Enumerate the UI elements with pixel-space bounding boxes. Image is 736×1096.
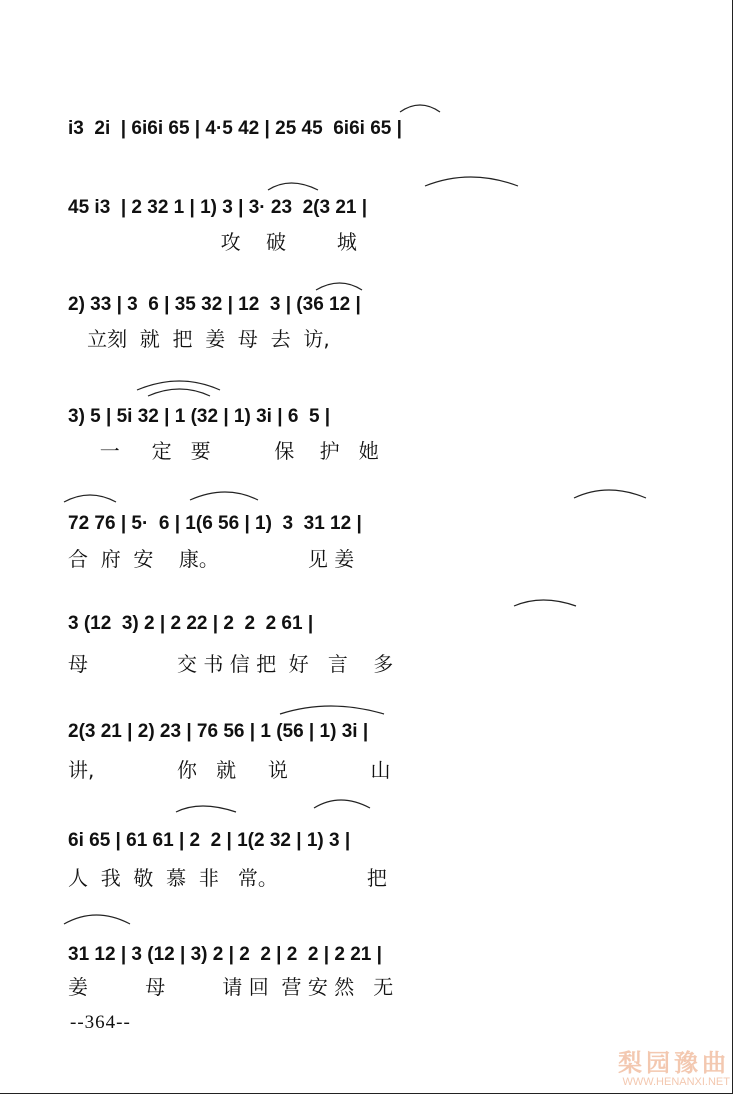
watermark-url: WWW.HENANXI.NET xyxy=(622,1076,730,1088)
lyrics-line-9: 姜 母 请 回 营 安 然 无 xyxy=(68,975,394,999)
notation-line-1: i3 2i | 6i6i 65 | 4·5 42 | 25 45 6i6i 65 | xyxy=(68,118,402,139)
notation-line-8: 6i 65 | 61 61 | 2 2 | 1(2 32 | 1) 3 | xyxy=(68,830,351,851)
lyrics-line-4: 一 定 要 保 护 她 xyxy=(68,439,379,463)
lyrics-line-6: 母 交 书 信 把 好 言 多 xyxy=(68,652,394,676)
notation-line-3: 2) 33 | 3 6 | 35 32 | 12 3 | (36 12 | xyxy=(68,294,361,315)
notation-line-9: 31 12 | 3 (12 | 3) 2 | 2 2 | 2 2 | 2 21 | xyxy=(68,944,382,965)
page-number: --364-- xyxy=(70,1012,131,1033)
notation-line-6: 3 (12 3) 2 | 2 22 | 2 2 2 61 | xyxy=(68,613,314,634)
lyrics-line-7: 讲, 你 就 说 山 xyxy=(68,758,391,782)
watermark-name: 梨园豫曲 xyxy=(618,1049,730,1077)
lyrics-line-2: 攻 破 城 xyxy=(68,230,357,254)
notation-line-7: 2(3 21 | 2) 23 | 76 56 | 1 (56 | 1) 3i | xyxy=(68,721,369,742)
notation-line-2: 45 i3 | 2 32 1 | 1) 3 | 3· 23 2(3 21 | xyxy=(68,197,368,218)
lyrics-line-5: 合 府 安 康。 见 姜 xyxy=(68,547,355,571)
watermark xyxy=(580,1050,730,1088)
lyrics-line-8: 人 我 敬 慕 非 常。 把 xyxy=(68,866,387,890)
notation-line-5: 72 76 | 5· 6 | 1(6 56 | 1) 3 31 12 | xyxy=(68,513,362,534)
lyrics-line-3: 立刻 就 把 姜 母 去 访, xyxy=(68,327,330,351)
notation-line-4: 3) 5 | 5i 32 | 1 (32 | 1) 3i | 6 5 | xyxy=(68,406,331,427)
